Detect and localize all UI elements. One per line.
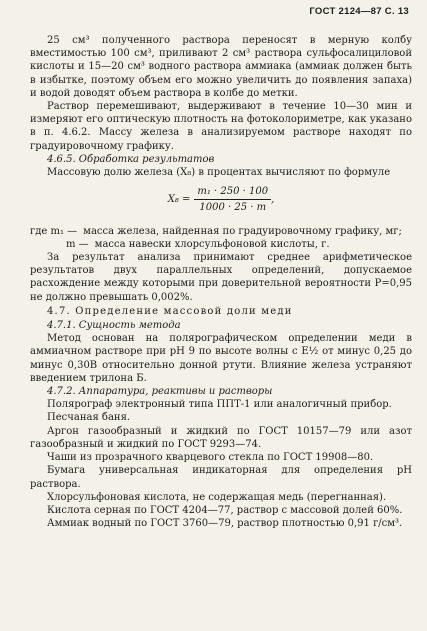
formula-fraction: [194, 185, 271, 214]
section-heading-4-7-2: 4.7.2. Аппаратура, реактивы и растворы: [47, 386, 273, 398]
document-body: [30, 34, 412, 530]
section-heading-4-7-1: 4.7.1. Сущность метода: [47, 320, 181, 332]
formula-numerator: m₁ · 250 · 100: [194, 185, 271, 200]
paragraph-measure-density: Раствор перемешивают, выдерживают в течение 10—30 мин и измеряют его оптическую плотность на фотоколориметре, как указано в п. 4.6.2. Массу железа в анализируемом растворе находят по градуировочному графику.: [30, 101, 412, 152]
section-heading-4-6-5: 4.6.5. Обработка результатов: [47, 153, 215, 165]
formula-end: ,: [271, 194, 275, 206]
list-item-quartz-dishes: Чаши из прозрачного кварцевого стекла по ГОСТ 19908—80.: [47, 452, 374, 464]
list-item-polarograph: Полярограф электронный типа ППТ-1 или аналогичный прибор.: [47, 399, 392, 411]
running-header: ГОСТ 2124—87 С. 13: [309, 6, 409, 17]
paragraph-result: За результат анализа принимают среднее арифметическое результатов двух параллельных определений, допускаемое расхождение между которыми при доверительной вероятности P=0,95 не должно превышать 0,002%.: [30, 252, 412, 303]
definition-m-text: масса навески хлорсульфоновой кислоты, г.: [94, 238, 330, 250]
list-item-sulfuric-acid: Кислота серная по ГОСТ 4204—77, раствор с массовой долей 60%.: [47, 504, 403, 516]
section-heading-4-7: 4.7. Определение массовой доли меди: [47, 305, 293, 317]
list-item-chlorosulfonic-acid: Хлорсульфоновая кислота, не содержащая медь (перегнанная).: [47, 491, 387, 503]
variable-definitions: [30, 225, 412, 251]
list-item-argon: Аргон газообразный и жидкий по ГОСТ 10157—79 или азот газообразный и жидкий по ГОСТ 9293—74.: [30, 425, 412, 450]
paragraph-transfer-solution: 25 см³ полученного раствора переносят в мерную колбу вместимостью 100 см³, приливают 2 см³ раствора сульфосалициловой кислоты и 15—20 см³ водного раствора аммиака (аммиак должен быть в избытке, поэтому объем его можно увеличить до появления запаха) и водой доводят объем раствора в колбе до метки.: [30, 35, 412, 99]
list-item-ammonia: Аммиак водный по ГОСТ 3760—79, раствор плотностью 0,91 г/см³.: [47, 518, 403, 530]
formula-iron-fraction: [30, 185, 412, 214]
definition-m1-text: масса железа, найденная по градуировочному графику, мг;: [83, 225, 402, 237]
formula-lhs: X₈ =: [167, 194, 191, 206]
list-item-sand-bath: Песчаная баня.: [47, 412, 131, 424]
definition-m: [30, 238, 412, 251]
definition-m1: [30, 225, 412, 238]
symbol-m: m —: [66, 238, 89, 250]
paragraph-formula-intro: Массовую долю железа (X₈) в процентах вычисляют по формуле: [47, 167, 391, 179]
list-item-indicator-paper: Бумага универсальная индикаторная для определения pH раствора.: [30, 465, 412, 490]
paragraph-method-essence: Метод основан на полярографическом определении меди в аммиачном растворе при pH 9 по высоте волны с E½ от минус 0,25 до минус 0,30В относительно донной ртути. Влияние железа устраняют введением трилона Б.: [30, 333, 412, 384]
symbol-m1: где m₁ —: [30, 225, 78, 237]
formula-denominator: 1000 · 25 · m: [199, 202, 267, 214]
